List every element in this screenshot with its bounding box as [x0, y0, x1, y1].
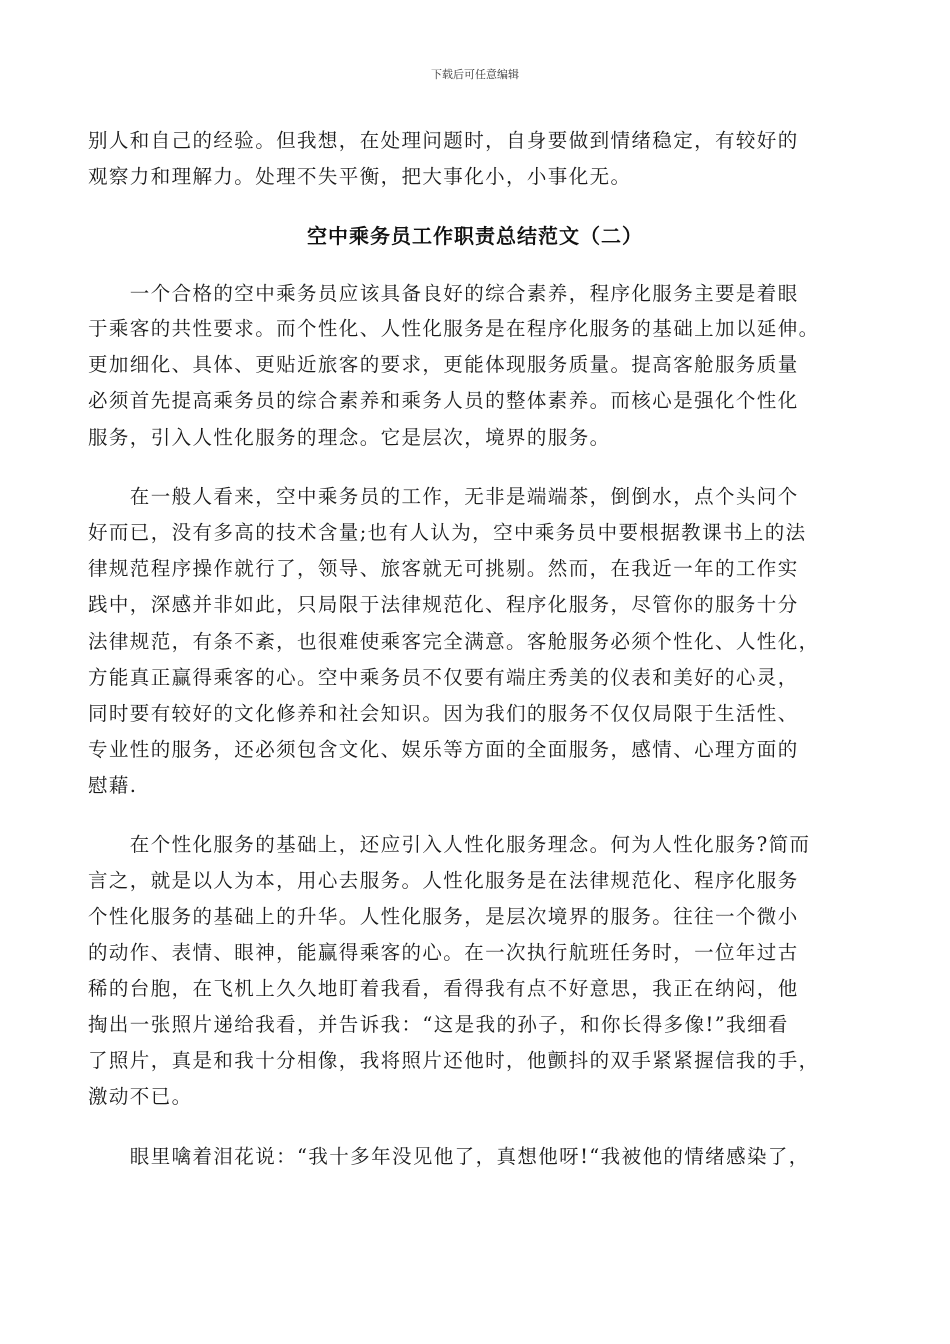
body-line: 在一般人看来，空中乘务员的工作，无非是端端茶，倒倒水，点个头问个	[88, 485, 799, 508]
body-line: 必须首先提高乘务员的综合素养和乘务人员的整体素养。而核心是强化个性化	[88, 389, 799, 412]
body-line: 在个性化服务的基础上，还应引入人性化服务理念。何为人性化服务?简而	[88, 833, 811, 856]
body-line: 律规范程序操作就行了，领导、旅客就无可挑剔。然而，在我近一年的工作实	[88, 557, 799, 580]
body-line: 激动不已。	[88, 1085, 193, 1108]
body-line: 的动作、表情、眼神，能赢得乘客的心。在一次执行航班任务时，一位年过古	[88, 941, 799, 964]
body-line: 了照片，真是和我十分相像，我将照片还他时，他颤抖的双手紧紧握信我的手，	[88, 1049, 820, 1072]
body-line: 于乘客的共性要求。而个性化、人性化服务是在程序化服务的基础上加以延伸。	[88, 317, 820, 340]
body-line: 言之，就是以人为本，用心去服务。人性化服务是在法律规范化、程序化服务	[88, 869, 799, 892]
body-line: 法律规范，有条不紊，也很难使乘客完全满意。客舱服务必须个性化、人性化，	[88, 630, 820, 653]
body-line: 方能真正赢得乘客的心。空中乘务员不仅要有端庄秀美的仪表和美好的心灵，	[88, 666, 799, 689]
body-line: 观察力和理解力。处理不失平衡，把大事化小，小事化无。	[88, 165, 632, 188]
body-line: 个性化服务的基础上的升华。人性化服务，是层次境界的服务。往往一个微小	[88, 905, 799, 928]
body-line: 慰藉.	[88, 774, 138, 797]
body-line: 稀的台胞，在飞机上久久地盯着我看，看得我有点不好意思，我正在纳闷，他	[88, 977, 799, 1000]
body-line: 别人和自己的经验。但我想，在处理问题时，自身要做到情绪稳定，有较好的	[88, 129, 799, 152]
body-line: 服务，引入人性化服务的理念。它是层次，境界的服务。	[88, 426, 611, 449]
body-line: 掏出一张照片递给我看，并告诉我：“这是我的孙子，和你长得多像!”我细看	[88, 1013, 789, 1036]
body-line: 专业性的服务，还必须包含文化、娱乐等方面的全面服务，感情、心理方面的	[88, 738, 799, 761]
body-line: 践中，深感并非如此，只局限于法律规范化、程序化服务，尽管你的服务十分	[88, 593, 799, 616]
body-line: 眼里噙着泪花说：“我十多年没见他了，真想他呀!“我被他的情绪感染了，	[88, 1145, 810, 1168]
body-line: 一个合格的空中乘务员应该具备良好的综合素养，程序化服务主要是着眼	[88, 282, 799, 305]
body-line: 更加细化、具体、更贴近旅客的要求，更能体现服务质量。提高客舱服务质量	[88, 353, 799, 376]
header-note: 下载后可任意编辑	[431, 68, 519, 81]
body-line: 同时要有较好的文化修养和社会知识。因为我们的服务不仅仅局限于生活性、	[88, 702, 799, 725]
section-heading: 空中乘务员工作职责总结范文（二）	[307, 224, 643, 248]
body-line: 好而已，没有多高的技术含量;也有人认为，空中乘务员中要根据教课书上的法	[88, 521, 807, 544]
